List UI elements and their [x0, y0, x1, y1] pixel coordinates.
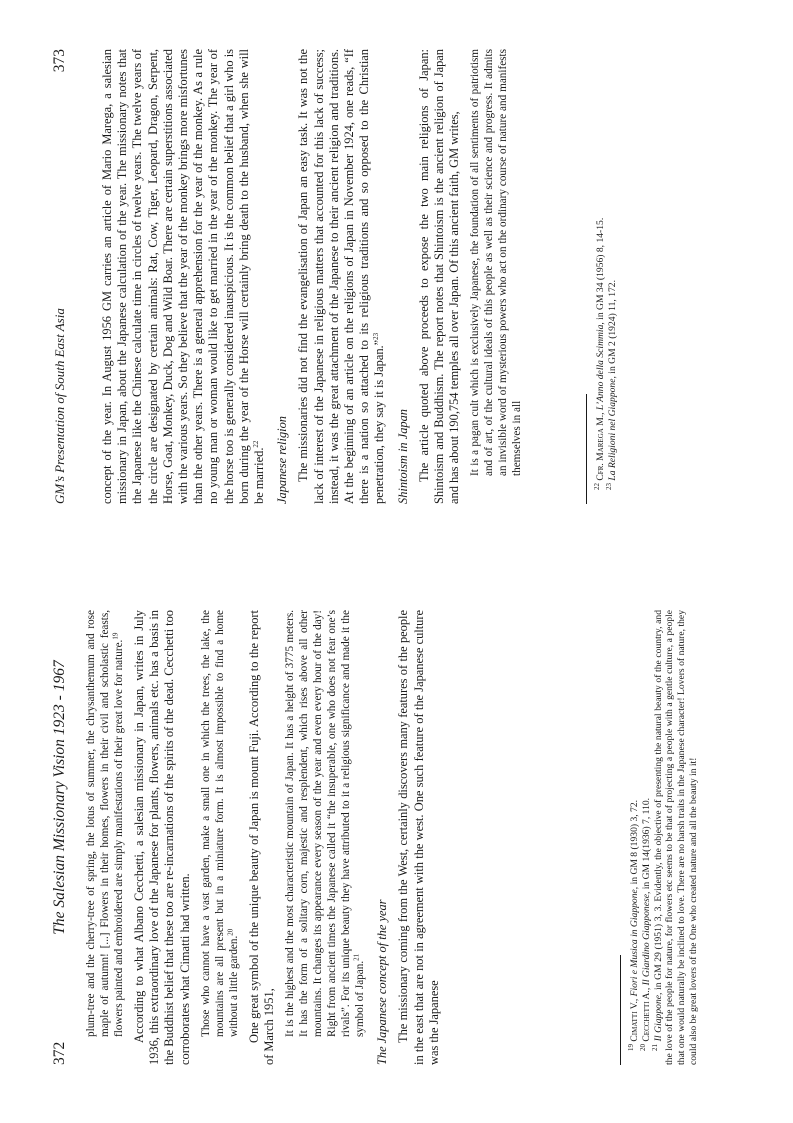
left-running-head — [50, 610, 72, 1065]
section-heading: Japanese religion — [275, 416, 290, 504]
footnote: $^{19}$ Cimatti V., Fiori e Musica in Giappone, in GM 8 (1930) 3, 72. — [626, 799, 640, 1051]
body-paragraph: concept of the year. In August 1956 GM carries an article of Mario Marega, a salesian missionary in Japan, about the Japanese calculation of the year. The missionary notes that the Japanese like the Chinese calculate time in circles of twelve years. The twelve years of the circle are designated by certain animals: Rat, Cow, Tiger, Leopard, Dragon, Serpent, Horse, Goat, Monkey, Duck, Dog and Wild Boar. There are certain superstitions associated with the various years. So they believe that the year of the monkey brings more misfortunes than the other years. There is a general apprehension for the year of the monkey. As a rule no young man or woman would like to get married in the year of the monkey. The year of the horse too is generally considered inauspicious. It is the common belief that a girl who is born during the year of the Horse will certainly bring death to the husband, when she will be married.$^{22}$ — [100, 49, 267, 504]
footnote-ref[interactable]: 22 — [251, 440, 260, 448]
page-number: 373 — [51, 49, 68, 73]
footnote: $^{21}$ Il Giappone, in GM 29 (1951) 3, 3. Evidently, the objective of presenting the natural beauty of the country, and the love of the people for nature, for flowers etc seems to be that of projecting a people with a gentle culture, a people that one would naturally be inclined to love. There are no harsh traits in the Japanese character! Lovers of nature, they could also be great lovers of the One who created nature and all the beauty in it! — [650, 609, 699, 1065]
footnote-ref[interactable]: 20 — [226, 928, 235, 936]
right-footnotes — [586, 49, 619, 504]
section-heading: The Japanese concept of the year — [375, 899, 390, 1065]
page-number: 372 — [51, 1041, 68, 1065]
footnote-rule — [620, 955, 621, 1065]
block-quote: It is a pagan cult which is exclusively Japanese, the foundation of all sentiments of patriotism and of art, of the cultural ideals of this people as well as their science and progress. It admits an invisible word of mysterious powers who act on the ordinary course of nature and manifests themselves in all — [469, 49, 524, 476]
block-quote: plum-tree and the cherry-tree of spring, the lotus of summer, the chrysanthemum and rose maple of autumn! [...] Flowers in their homes, flowers in their civil and scholastic feasts, flowers painted and embroidered are simply manifestations of their great love for nature.$^{19}$ — [85, 610, 125, 1037]
block-quote: It is the highest and the most characteristic mountain of Japan. It has a height of 3775 meters. It has the form of a solitary corn, majestic and resplendent, which rises above all other mountains. It changes its appearance every season of the year and even every hour of the day! Right from ancient times the Japanese called it “the insuperable, one who does not fear one’s rivals”. For its unique beauty they have attributed to it a religious significance and made it the symbol of Japan.$^{21}$ — [284, 610, 367, 1037]
body-paragraph: The article quoted above proceeds to expose the two main religions of Japan: Shintoism and Buddhism. The report notes that Shintoism is the ancient religion of Japan and has about 190,754 temples all over Japan. Of this ancient faith, GM writes, — [416, 49, 462, 504]
left-footnotes — [620, 610, 700, 1065]
left-page — [0, 562, 793, 1123]
footnote-ref[interactable]: 19 — [111, 632, 120, 640]
section-heading: Shintoism in Japan — [395, 409, 410, 504]
body-paragraph: The missionary coming from the West, certainly discovers many features of the people in the east that are not in agreement with the west. One such feature of the Japanese culture was the Japanese — [396, 610, 441, 1065]
right-page — [0, 1, 793, 562]
footnote-ref[interactable]: 23 — [372, 332, 381, 340]
right-running-head — [50, 49, 72, 504]
right-body-text — [100, 49, 530, 504]
body-paragraph: One great symbol of the unique beauty of Japan is mount Fuji. According to the report of March 1951, — [246, 610, 277, 1065]
body-paragraph: The missionaries did not find the evangelisation of Japan an easy task. It was not the lack of interest of the Japanese in religious matters that accounted for this lack of success; instead, it was the great attachment of the Japanese to their ancient religion and traditions. At the beginning of an article on the religions of Japan in November 1924, one reads, “If there is a nation so attached to its religious traditions and so opposed to the Christian penetration, they say it is Japan.”$^{23}$ — [296, 49, 387, 504]
running-head-title: The Salesian Missionary Vision 1923 - 1967 — [51, 660, 68, 935]
body-paragraph: According to what Albano Cecchetti, a salesian missionary in Japan, writes in July 1936, this extraordinary love of the Japanese for plants, flowers, animals etc. has a basis in the Buddhist belief that these too are re-incarnations of the spirits of the dead. Cecchetti too corroborates what Cimatti had written. — [132, 610, 192, 1065]
footnote: $^{22}$ Cfr. Marega M., L’Anno della Scimmia, in GM 34 (1956) 8, 14-15. — [592, 217, 606, 490]
footnote-ref[interactable]: 21 — [352, 953, 361, 961]
footnote-rule — [586, 394, 587, 504]
footnote: $^{20}$ Cecchetti A., Il Giardino Giapponese, in GM 14(1936) 7, 110. — [638, 797, 652, 1051]
left-body-text — [84, 610, 442, 1065]
running-head-title: GM’s Presentation of South East Asia — [52, 308, 67, 504]
footnote: $^{23}$ La Religioni nel Giappone, in GM 2 (1924) 11, 172. — [604, 280, 618, 490]
block-quote: Those who cannot have a vast garden, make a small one in which the trees, the lake, the mountains are all present but in a miniature form. It is almost impossible to find a home without a little garden.$^{20}$ — [199, 610, 240, 1037]
